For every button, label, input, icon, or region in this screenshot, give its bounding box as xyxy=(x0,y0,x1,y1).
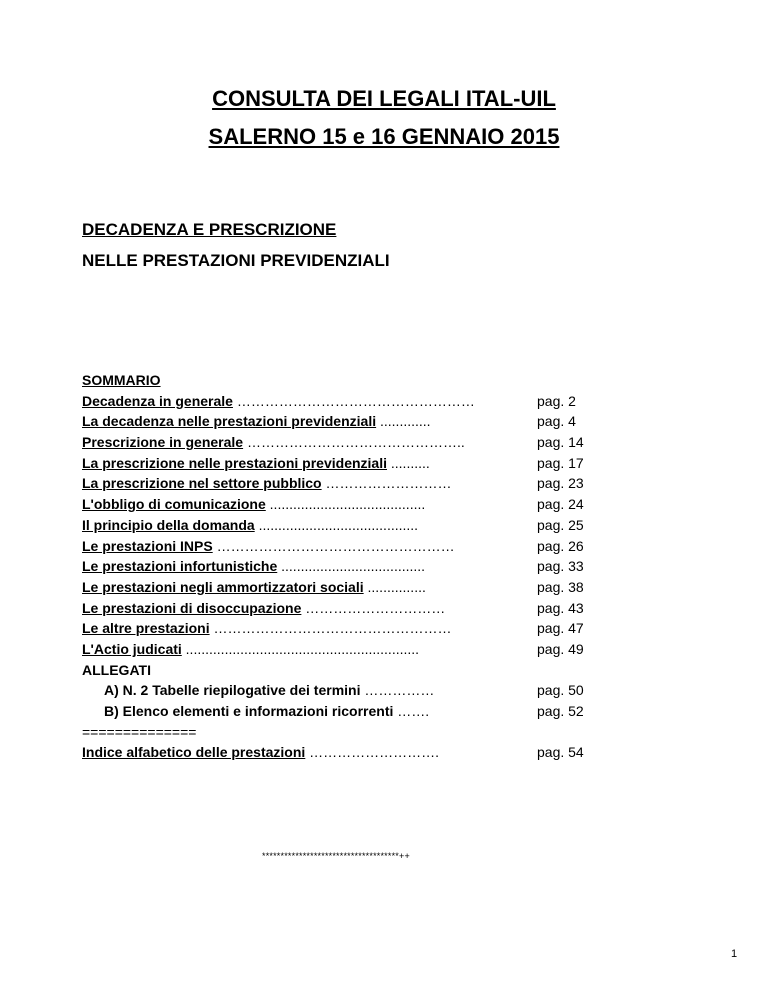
toc-entry-label: Le altre prestazioni xyxy=(82,620,210,637)
subject-subtitle: NELLE PRESTAZIONI PREVIDENZIALI xyxy=(82,251,390,270)
toc-entry-leader: …………………………………………… xyxy=(209,620,452,637)
toc-entry-page: pag. 25 xyxy=(537,516,584,533)
toc-entry-leader: ............... xyxy=(363,578,426,595)
toc-entry-label: Il principio della domanda xyxy=(82,516,255,533)
toc-entry xyxy=(82,536,602,557)
toc-entry xyxy=(82,556,602,577)
toc-entry-label: La decadenza nelle prestazioni previdenziali xyxy=(82,413,377,430)
toc-entry-leader: ............. xyxy=(376,413,431,430)
toc-entry-label: Decadenza in generale xyxy=(82,392,233,409)
toc-entry-leader: ……………………………………….. xyxy=(243,434,465,451)
toc-entry xyxy=(82,391,602,412)
toc-entry-label: La prescrizione nel settore pubblico xyxy=(82,475,322,492)
allegato-entry xyxy=(82,680,602,701)
toc-entry-page: pag. 33 xyxy=(537,558,584,575)
toc-entry-page: pag. 14 xyxy=(537,434,584,451)
document-title: CONSULTA DEI LEGALI ITAL-UIL xyxy=(212,86,556,111)
toc-entry xyxy=(82,411,602,432)
toc-entry-label: Le prestazioni INPS xyxy=(82,537,213,554)
document-subtitle: SALERNO 15 e 16 GENNAIO 2015 xyxy=(208,124,560,149)
toc-entry-page: pag. 47 xyxy=(537,620,584,637)
toc-entry-page: pag. 4 xyxy=(537,413,576,430)
toc-entry-page: pag. 23 xyxy=(537,475,584,492)
toc-entry xyxy=(82,598,602,619)
toc-entry-label: La prescrizione nelle prestazioni previdenziali xyxy=(82,454,387,471)
toc-entry xyxy=(82,432,602,453)
toc-entry xyxy=(82,453,602,474)
toc-entry-leader: ..................................... xyxy=(277,558,426,575)
toc-entry xyxy=(82,473,602,494)
toc-entry-leader: ………………………… xyxy=(301,599,446,616)
toc-entry-label: Le prestazioni di disoccupazione xyxy=(82,599,302,616)
toc-entry-label: L'Actio judicati xyxy=(82,640,182,657)
index-page: pag. 54 xyxy=(537,744,584,761)
toc-entry-page: pag. 43 xyxy=(537,599,584,616)
toc-entry-page: pag. 38 xyxy=(537,578,584,595)
toc-heading: SOMMARIO xyxy=(82,372,161,388)
allegato-page: pag. 50 xyxy=(537,682,584,699)
toc-entry xyxy=(82,618,602,639)
toc-entry-label: Le prestazioni infortunistiche xyxy=(82,558,278,575)
allegato-label: A) N. 2 Tabelle riepilogative dei termini xyxy=(104,682,361,699)
toc-entry-leader: .......... xyxy=(387,454,430,471)
allegato-label: B) Elenco elementi e informazioni ricorrenti xyxy=(104,703,394,719)
toc-entry-page: pag. 26 xyxy=(537,537,584,554)
subject-title: DECADENZA E PRESCRIZIONE xyxy=(82,220,337,239)
index-entry xyxy=(82,742,602,763)
table-of-contents xyxy=(82,370,602,763)
index-label: Indice alfabetico delle prestazioni xyxy=(82,744,306,761)
toc-entry-page: pag. 49 xyxy=(537,640,584,657)
star-divider: *************************************++ xyxy=(262,851,410,861)
toc-entry-leader: ........................................ xyxy=(265,496,426,513)
toc-entry-leader: …………………………………………… xyxy=(232,392,475,409)
toc-entry xyxy=(82,494,602,515)
toc-entry-page: pag. 24 xyxy=(537,496,584,513)
toc-entry-leader: ............................................................ xyxy=(181,640,420,657)
toc-entry-label: L'obbligo di comunicazione xyxy=(82,496,266,513)
toc-entry xyxy=(82,639,602,660)
allegato-leader: …………… xyxy=(360,682,435,699)
toc-entry xyxy=(82,577,602,598)
allegato-page: pag. 52 xyxy=(537,703,584,719)
separator-line: ============== xyxy=(82,723,197,740)
allegato-leader: ……. xyxy=(393,703,430,719)
toc-entry-leader: ……………………… xyxy=(321,475,452,492)
toc-entry-page: pag. 2 xyxy=(537,392,576,409)
page-number: 1 xyxy=(731,948,738,960)
toc-entry-label: Prescrizione in generale xyxy=(82,434,244,451)
toc-entry-label: Le prestazioni negli ammortizzatori sociali xyxy=(82,578,364,595)
toc-entry-leader: …………………………………………… xyxy=(212,537,455,554)
index-leader: ………………………. xyxy=(305,744,440,761)
allegati-heading: ALLEGATI xyxy=(82,661,151,678)
toc-entry-leader: ......................................... xyxy=(254,516,419,533)
allegato-entry xyxy=(82,701,602,722)
toc-entry xyxy=(82,515,602,536)
toc-entry-page: pag. 17 xyxy=(537,454,584,471)
